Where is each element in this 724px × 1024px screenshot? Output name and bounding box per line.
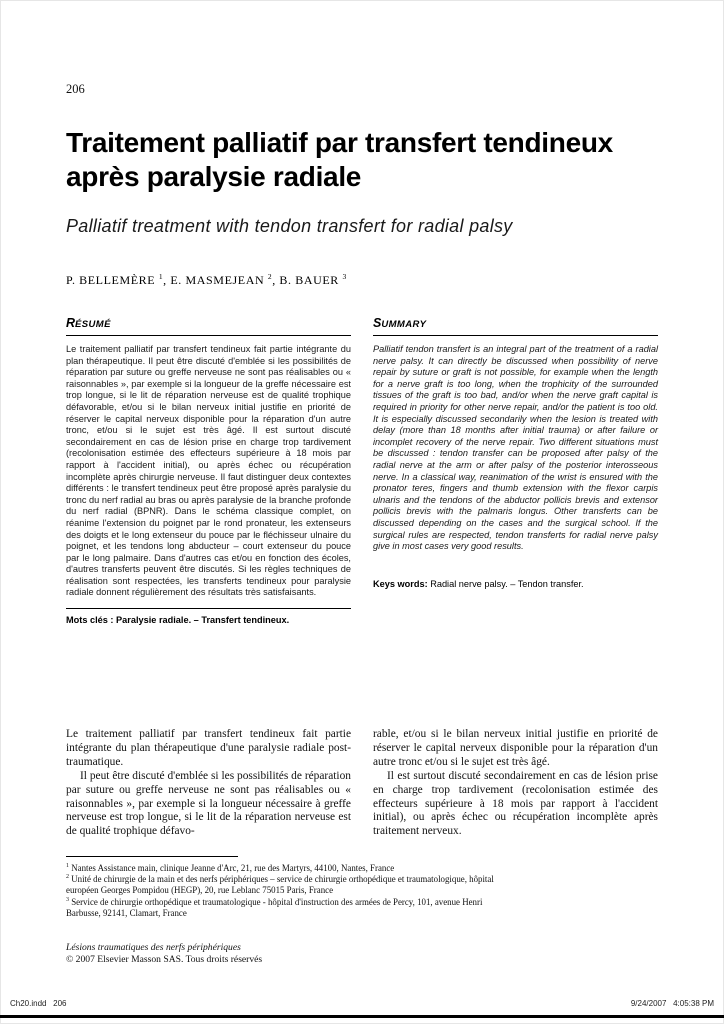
footnote-3-text: Service de chirurgie orthopédique et traumatologique - hôpital d'instruction des armées de Percy, 101, avenue Henri Barbusse, 92141, Clamart, France (66, 896, 483, 918)
copyright-notice: © 2007 Elsevier Masson SAS. Tous droits réservés (66, 953, 263, 965)
resume-column (66, 314, 351, 627)
article-body (66, 728, 658, 839)
page-number: 206 (66, 82, 85, 96)
slug-timestamp: 9/24/2007 4:05:38 PM (630, 999, 714, 1008)
slug-filename: Ch20.indd 206 (10, 999, 67, 1008)
footnotes-section (66, 856, 658, 919)
footnote-1 (66, 863, 496, 874)
body-right-column (373, 728, 658, 839)
trim-mark-line (0, 1015, 724, 1018)
body-paragraph: Il peut être discuté d'emblée si les possibilités de réparation par suture ou greffe nerveuse ne sont pas réalisables ou « raisonnables », par exemple si la longueur nécessaire à greffe nerveuse est trop longue, si le lit de la réparation nerveuse est de qualité trophique défavo- (66, 769, 351, 838)
footnote-2-text: Unité de chirurgie de la main et des nerfs périphériques – service de chirurgie orthopédique et traumatologique, hôpital européen Georges Pompidou (HEGP), 20, rue Leblanc 75015 Paris, France (66, 874, 494, 896)
summary-heading-rest: UMMARY (381, 319, 427, 330)
footnote-1-text: Nantes Assistance main, clinique Jeanne d'Arc, 21, rue des Martyrs, 44100, Nantes, France (71, 863, 395, 873)
author-2: , E. MASMEJEAN (163, 273, 265, 287)
body-paragraph: Le traitement palliatif par transfert tendineux fait partie intégrante du plan thérapeutique d'une paralysie radiale post-traumatique. (66, 728, 351, 768)
article-title-en: Palliatif treatment with tendon transfert for radial palsy (66, 216, 513, 236)
keywords-terms: Radial nerve palsy. – Tendon transfer. (430, 578, 584, 589)
body-left-column (66, 728, 351, 839)
book-series-title: Lésions traumatiques des nerfs périphériques (66, 942, 241, 953)
summary-heading-initial: S (373, 316, 382, 330)
print-slug-line (10, 999, 714, 1008)
author-2-affiliation-ref: 2 (267, 272, 273, 281)
resume-heading (66, 314, 351, 336)
authors-line (66, 273, 658, 288)
resume-heading-initial: R (66, 316, 76, 330)
footnote-3 (66, 897, 496, 919)
summary-heading (373, 314, 658, 336)
resume-text: Le traitement palliatif par transfert tendineux fait partie intégrante du plan thérapeutique. Il peut être discuté d'emblée si les possibilités de réparation par suture ou greffe nerveuse ne sont pas réalisables ou « raisonnables », par exemple si la longueur de la greffe nécessaire est trop longue, si le lit de réparation nerveuse est de qualité trophique défavorable, et/ou si le bilan nerveux initial justifie en priorité de réserver le capital nerveux disponible pour la réparation d'un autre tronc, et/ou si le sujet est très âgé. Il est surtout discuté secondairement en cas de lésion prise en charge trop tardivement (recolonisation estimée des effecteurs supérieure à 18 mois par rapport à l'accident initial), ou après échec ou récupération incomplète après chirurgie nerveuse. Il faut distinguer deux contextes différents : le transfert tendineux peut être proposé après paralysie du tronc du nerf radial au bras ou après paralysie de la branche profonde du nerf radial (BPNR). Dans le schéma classique complet, on réanime l'extension du poignet par le rond pronateur, les extenseurs des doigts et le long extenseur du pouce par le fléchisseur ulnaire du poignet, et les tendons long abducteur – court extenseur du pouce par le long palmaire. Dans d'autres cas et/ou en fonction des écoles, d'autres transferts peuvent être discutés. Si les règles techniques de réalisation sont respectées, les transferts tendineux pour paralysie radiale donnent régulièrement des résultats très satisfaisants. (66, 344, 351, 598)
footnote-3-marker: 3 (66, 896, 69, 903)
mots-cles-line (66, 615, 351, 627)
author-1: P. BELLEMÈRE (66, 273, 156, 287)
footnote-1-marker: 1 (66, 863, 69, 870)
abstracts-section (66, 314, 658, 627)
body-paragraph: rable, et/ou si le bilan nerveux initial justifie en priorité de réserver le capital nerveux disponible pour la réparation d'un autre tronc et/ou si le sujet est très âgé. (373, 728, 658, 768)
resume-heading-rest: ÉSUMÉ (75, 319, 111, 330)
footnote-2 (66, 874, 496, 896)
summary-column (373, 314, 658, 627)
footnotes-divider (66, 856, 238, 857)
keywords-label: Keys words: (373, 578, 428, 589)
author-1-affiliation-ref: 1 (158, 272, 164, 281)
mots-cles-terms: Paralysie radiale. – Transfert tendineux. (116, 615, 290, 626)
author-3-affiliation-ref: 3 (342, 272, 347, 281)
author-3: , B. BAUER (272, 273, 339, 287)
body-paragraph: Il est surtout discuté secondairement en cas de lésion prise en charge trop tardivement (recolonisation estimée des effecteurs supérieure à 18 mois par rapport à l'accident initial), ou après échec ou récupération incomplète après traitement nerveux. (373, 769, 658, 838)
keywords-line (373, 579, 658, 591)
summary-text: Palliatif tendon transfert is an integral part of the treatment of a radial nerve palsy. It can directly be discussed when possibility of nerve repair by suture or graft is not possible, for example when the length for a nerve graft is too long, when the trophicity of the surrounded tissues of the graft is too bad, and/or when the nerve graft capital is required in priority for other nerve repair, and/or the patient is too old. It is especially discussed secondarily when the lesion is treated with delay (more than 18 months after initial trauma) or after failure or incomplet recovery of the nerve repair. Two different situations must be discussed : tendon transfer can be proposed after palsy of the radial nerve at the arm or after palsy of the posterior interosseous nerve. In a classical way, reanimation of the wrist is ensured with the pronator teres, fingers and thumb extension with the flexor carpis ulnaris and the tendons of the abductor pollicis brevis and extensor pollicis brevis with the palmaris longus. Other transferts can be discussed depending on the cases and the surgical school. If the surgical rules are respected, tendon transferts for radial nerve palsy give in most cases very good results. (373, 344, 658, 552)
footnote-2-marker: 2 (66, 874, 69, 881)
colophon (66, 942, 658, 966)
article-title-fr: Traitement palliatif par transfert tendineux après paralysie radiale (66, 127, 613, 192)
keywords-divider (66, 608, 351, 609)
mots-cles-label: Mots clés : (66, 615, 114, 626)
